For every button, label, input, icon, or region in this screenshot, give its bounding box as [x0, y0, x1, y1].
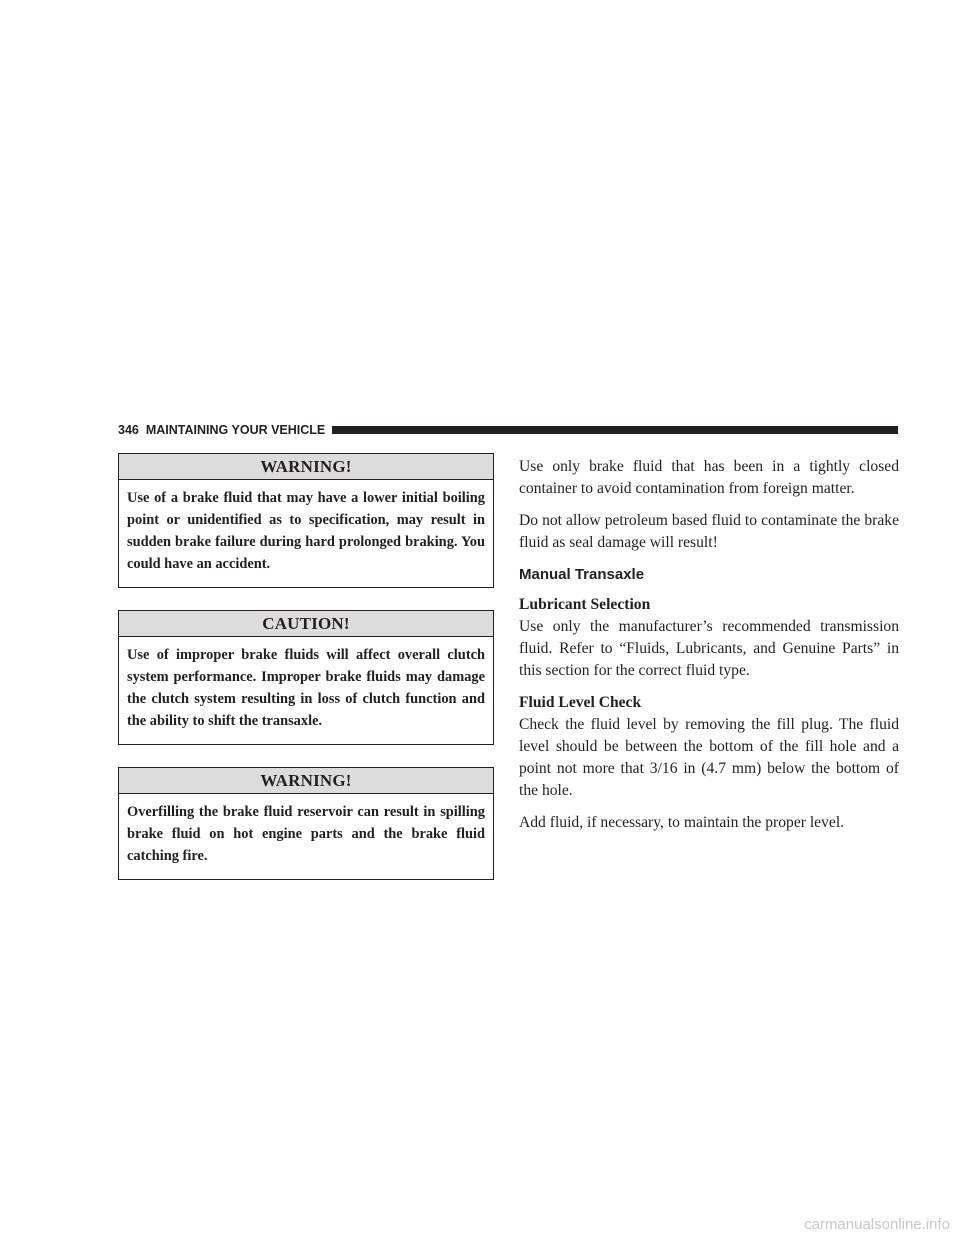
subheading-lubricant-selection: Lubricant Selection	[519, 596, 651, 613]
watermark: carmanualsonline.info	[804, 1216, 950, 1233]
caution-text: Use of improper brake fluids will affect overall clutch system performance. Improper brake fluids may damage the clutch system resulting in loss of clutch function and the ability to shift the transaxle.	[127, 647, 485, 729]
warning-text: Use of a brake fluid that may have a lower initial boiling point or unidentified as to specification, may result in sudden brake failure during hard prolonged braking. You could have an accident.	[127, 490, 485, 572]
warning-box-overfilling	[118, 767, 494, 880]
caution-title: CAUTION!	[119, 611, 493, 637]
caution-box-improper-fluids	[118, 610, 494, 745]
warning-text: Overfilling the brake fluid reservoir can result in spilling brake fluid on hot engine parts and the brake fluid catching fire.	[127, 804, 485, 864]
paragraph-lubricant-selection: Use only the manufacturer’s recommended transmission fluid. Refer to “Fluids, Lubricants, and Genuine Parts” in this section for the correct fluid type.	[519, 618, 899, 679]
warning-title: WARNING!	[119, 454, 493, 480]
right-column	[519, 456, 899, 844]
page-header	[118, 421, 898, 439]
warning-box-brake-fluid-type	[118, 453, 494, 588]
section-name: MAINTAINING YOUR VEHICLE	[145, 423, 326, 437]
warning-title: WARNING!	[119, 768, 493, 794]
section-heading-manual-transaxle: Manual Transaxle	[519, 566, 645, 583]
paragraph-closed-container: Use only brake fluid that has been in a tightly closed container to avoid contamination from foreign matter.	[519, 458, 899, 497]
header-rule	[332, 426, 898, 434]
paragraph-fluid-level-check: Check the fluid level by removing the fill plug. The fluid level should be between the bottom of the fill hole and a point not more that 3/16 in (4.7 mm) below the bottom of the hole.	[519, 716, 899, 799]
paragraph-petroleum-warning: Do not allow petroleum based fluid to contaminate the brake fluid as seal damage will result!	[519, 512, 899, 551]
page-number: 346	[118, 423, 139, 437]
paragraph-add-fluid: Add fluid, if necessary, to maintain the proper level.	[519, 814, 845, 831]
subheading-fluid-level-check: Fluid Level Check	[519, 694, 642, 711]
left-column	[118, 453, 494, 902]
